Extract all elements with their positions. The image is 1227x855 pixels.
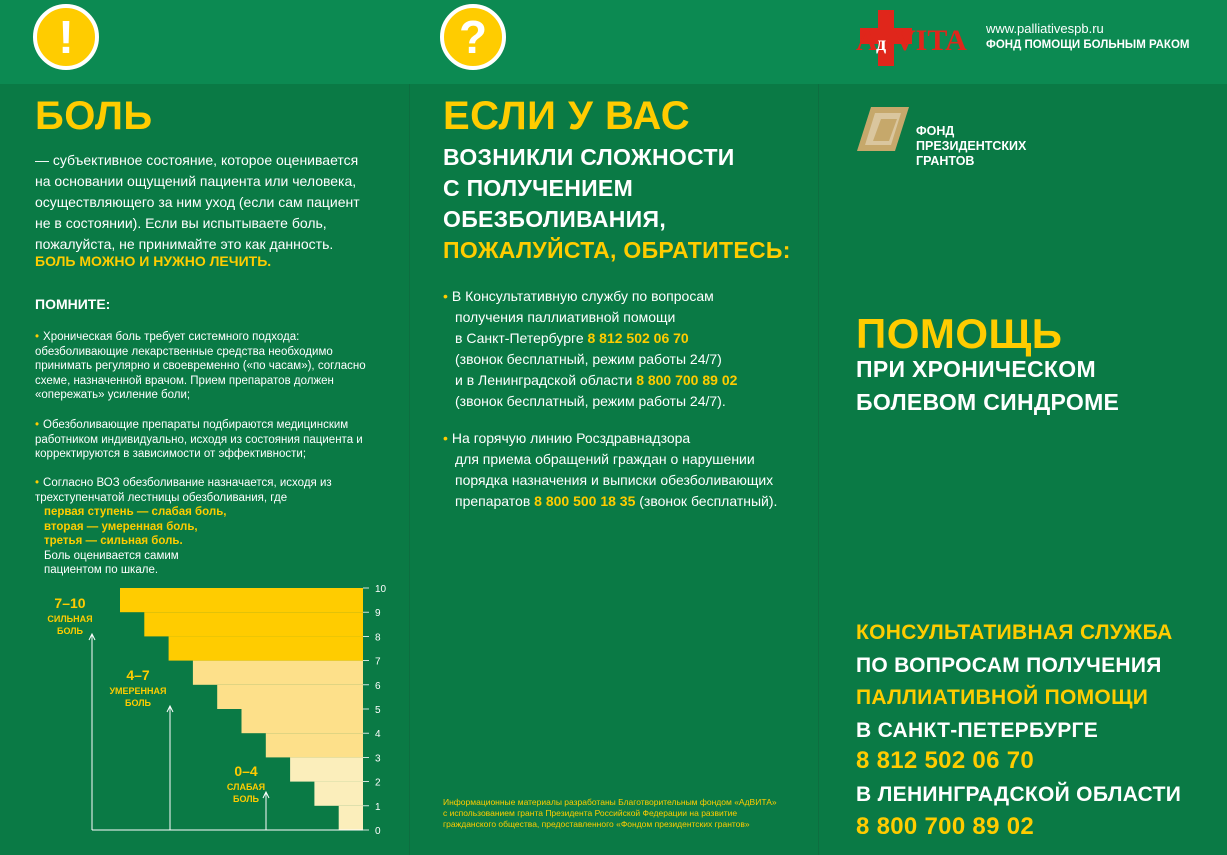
scale-group-label: СИЛЬНАЯ — [47, 614, 93, 624]
remember-heading: ПОМНИТЕ: — [35, 296, 111, 312]
middle-heading-line: ОБЕЗБОЛИВАНИЯ, — [443, 206, 667, 232]
footer-note: Информационные материалы разработаны Благотворительным фондом «АдВИТА» с использованием гранта Президента Российской Федерации на развитие гражданского общества, предоставленного «Фондом президентских грантов» — [443, 797, 777, 829]
right-contact-line: ПАЛЛИАТИВНОЙ ПОМОЩИ — [856, 686, 1149, 709]
middle-title: ЕСЛИ У ВАС — [443, 94, 691, 138]
scale-tick-0: 0 — [375, 826, 381, 837]
grant-fund-logo-icon — [857, 103, 913, 155]
scale-bar-1 — [339, 806, 363, 830]
middle-heading-line: С ПОЛУЧЕНИЕМ — [443, 175, 634, 201]
column-divider — [818, 84, 819, 855]
scale-group-range: 7–10 — [54, 595, 86, 611]
scale-tick-6: 6 — [375, 680, 381, 692]
pain-scale-chart — [30, 580, 400, 850]
right-contact-line: В САНКТ-ПЕТЕРБУРГЕ — [856, 719, 1099, 742]
scale-bar-3 — [290, 757, 363, 781]
bullet-item: • Хроническая боль требует системного подхода: обезболивающие лекарственные средства необходимо принимать регулярно и своевременно («по часам»), согласно схеме, назначенной врачом. Прием препаратов должен «опережать» усиление боли; — [35, 331, 366, 401]
scale-tick-10: 10 — [375, 584, 387, 595]
middle-heading-line: ПОЖАЛУЙСТА, ОБРАТИТЕСЬ: — [443, 237, 791, 263]
advita-logo — [856, 8, 976, 68]
scale-bar-2 — [314, 782, 363, 806]
svg-text:VITA: VITA — [894, 24, 967, 57]
right-phone-lo: 8 800 700 89 02 — [856, 813, 1034, 840]
page-title: БОЛЬ — [35, 94, 153, 138]
middle-heading-line: ВОЗНИКЛИ СЛОЖНОСТИ — [443, 144, 735, 170]
emphasis-text: БОЛЬ МОЖНО И НУЖНО ЛЕЧИТЬ. — [35, 253, 272, 269]
scale-group-range: 0–4 — [234, 763, 258, 779]
right-contact-line: В ЛЕНИНГРАДСКОЙ ОБЛАСТИ — [856, 783, 1182, 806]
right-subtitle: БОЛЕВОМ СИНДРОМЕ — [856, 389, 1120, 415]
question-icon: ? — [440, 4, 506, 70]
scale-group-label: БОЛЬ — [232, 794, 260, 804]
bullet-item: • Согласно ВОЗ обезболивание назначается, исходя из трехступенчатой лестницы обезболивания, где первая ступень — слабая боль, вторая — умеренная боль, третья — сильная боль. Боль оценивается самим пациентом по шкале. — [35, 477, 332, 576]
scale-group-label: УМЕРЕННАЯ — [109, 686, 167, 696]
bullet-item: • Обезболивающие препараты подбираются медицинским работником индивидуально, исходя из состояния пациента и корректируются в зависимости от эффективности; — [35, 419, 363, 460]
scale-bar-10 — [120, 588, 363, 612]
svg-text:A: A — [856, 24, 878, 57]
scale-tick-1: 1 — [375, 801, 381, 813]
scale-group-label: СЛАБАЯ — [226, 782, 266, 792]
contact-item: • На горячую линию Росздравнадзора для приема обращений граждан о нарушении порядка назначения и выписки обезболивающих препаратов 8 800 500 18 35 (звонок бесплатный). — [443, 430, 778, 509]
scale-bar-7 — [193, 661, 363, 685]
column-divider — [409, 84, 410, 855]
fund-name: ФОНД ПОМОЩИ БОЛЬНЫМ РАКОМ — [986, 39, 1190, 51]
scale-group-label: БОЛЬ — [56, 626, 84, 636]
contact-item: • В Консультативную службу по вопросам получения паллиативной помощи в Санкт-Петербурге 8 812 502 06 70 (звонок бесплатный, режим работы 24/7) и в Ленинградской области 8 800 700 89 02 (звонок бесплатный, режим работы 24/7). — [443, 288, 738, 409]
scale-group-label: БОЛЬ — [124, 698, 152, 708]
right-phone-spb: 8 812 502 06 70 — [856, 747, 1034, 774]
scale-tick-3: 3 — [375, 753, 381, 765]
scale-bar-4 — [266, 733, 363, 757]
scale-bar-6 — [217, 685, 363, 709]
grant-fund-name: ФОНД ПРЕЗИДЕНТСКИХ ГРАНТОВ — [916, 124, 1027, 168]
scale-tick-8: 8 — [375, 632, 381, 644]
right-contact-line: КОНСУЛЬТАТИВНАЯ СЛУЖБА — [856, 621, 1173, 644]
scale-tick-4: 4 — [375, 729, 381, 741]
site-url: www.palliativespb.ru — [986, 21, 1104, 36]
definition-text: — субъективное состояние, которое оценивается на основании ощущений пациента или человека, осуществляющего за ним уход (если сам пациент не в состоянии). Если вы испытываете боль, пожалуйста, не принимайте это как данность. — [35, 152, 360, 252]
scale-bar-5 — [242, 709, 364, 733]
scale-tick-5: 5 — [375, 705, 381, 716]
scale-bar-9 — [144, 612, 363, 636]
scale-tick-7: 7 — [375, 656, 381, 668]
svg-text:д: д — [876, 33, 887, 55]
scale-bar-8 — [169, 636, 363, 660]
right-contact-line: ПО ВОПРОСАМ ПОЛУЧЕНИЯ — [856, 654, 1162, 677]
exclamation-icon: ! — [33, 4, 99, 70]
right-subtitle: ПРИ ХРОНИЧЕСКОМ — [856, 356, 1096, 382]
scale-tick-9: 9 — [375, 608, 381, 620]
right-title: ПОМОЩЬ — [856, 310, 1063, 357]
scale-tick-2: 2 — [375, 777, 381, 789]
scale-group-range: 4–7 — [126, 667, 150, 683]
